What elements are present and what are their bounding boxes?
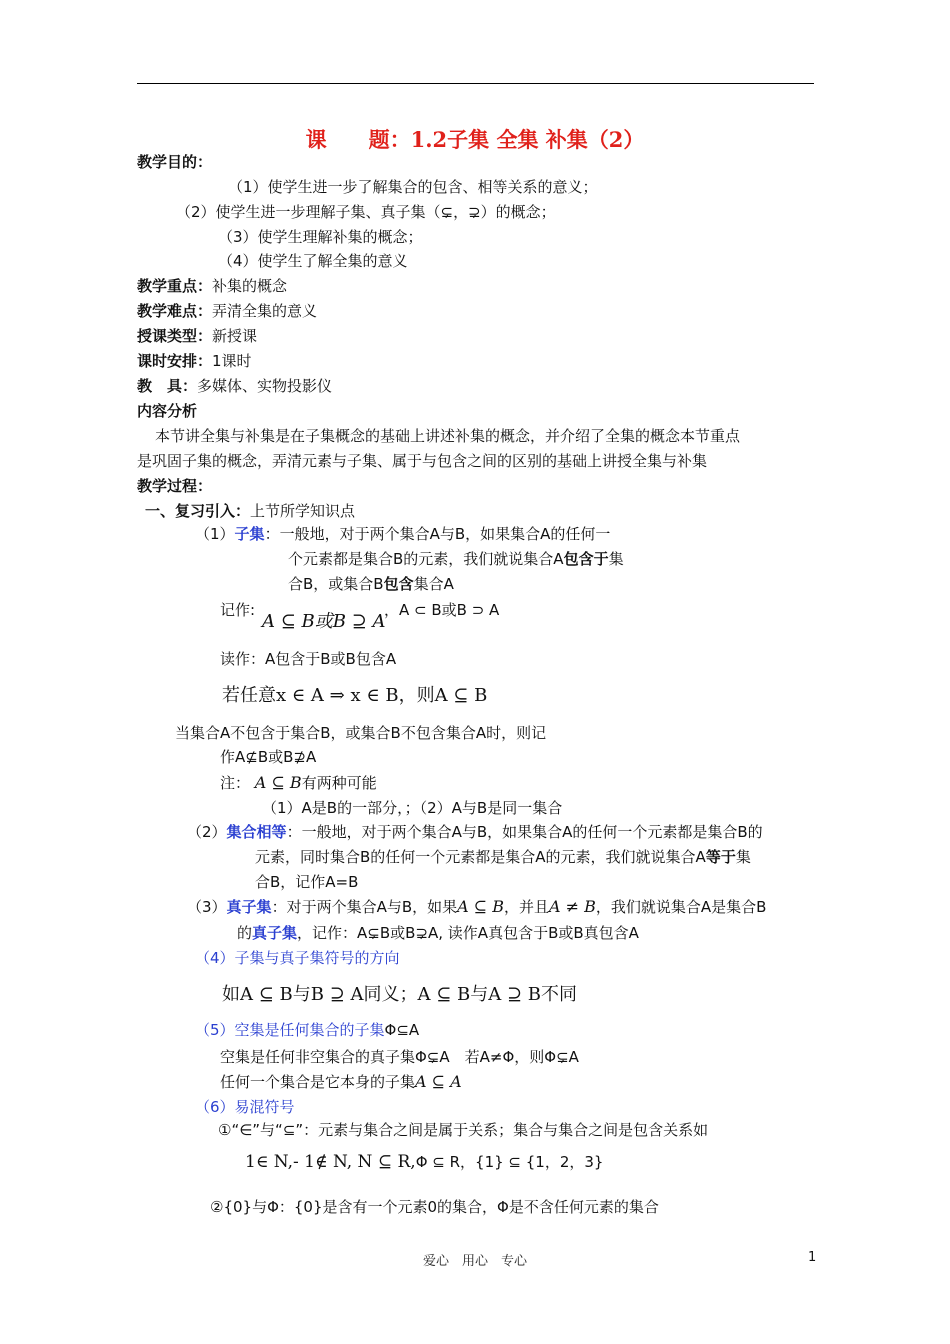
lesson-type: 新授课 <box>212 327 258 345</box>
note-math: A ⊆ B <box>254 773 302 792</box>
proper-num: （3） <box>187 898 227 916</box>
equal-line-2 <box>255 847 751 867</box>
self-subset-math: A ⊆ A <box>415 1072 462 1091</box>
notation-math: A ⊆ B或B ⊇ A <box>262 611 386 632</box>
equal-def-2-end: 集 <box>735 848 751 866</box>
equal-line-3: 合B，记作A=B <box>255 873 359 891</box>
direction-math: 如A ⊆ B与B ⊇ A同义；A ⊆ B与A ⊇ B不同 <box>222 984 578 1005</box>
equal-line-1 <box>187 822 763 842</box>
if-any-statement: 若任意x ∈ A ⇒ x ∈ B，则A ⊆ B <box>222 685 488 706</box>
hours-label: 课时安排： <box>137 352 213 370</box>
self-subset-text: 任何一个集合是它本身的子集 <box>220 1073 416 1091</box>
subset-def-1: ：一般地，对于两个集合A与B，如果集合A的任何一 <box>264 525 611 543</box>
direction-heading: （4）子集与真子集符号的方向 <box>195 949 400 967</box>
objective-2: （2）使学生进一步理解子集、真子集（⊊，⊋）的概念； <box>176 203 556 221</box>
equal-def-1: ：一般地，对于两个集合A与B，如果集合A的任何一个元素都是集合B的 <box>286 823 763 841</box>
proper-math-1: A ⊆ B <box>457 897 505 916</box>
process-label: 教学过程： <box>137 477 213 495</box>
page-number: 1 <box>808 1250 817 1265</box>
equal-equals: 等于 <box>705 848 736 866</box>
notation-alt: ，A ⊂ B或B ⊃ A <box>384 601 500 619</box>
objective-3: （3）使学生理解补集的概念； <box>218 228 423 246</box>
confusing-math: 1∈ N,- 1∉ N, N ⊆ R, <box>245 1152 416 1172</box>
objectives-label: 教学目的： <box>137 153 213 171</box>
subset-num: （1） <box>195 525 235 543</box>
difficulty-row <box>137 301 317 321</box>
hours: 1课时 <box>212 352 252 370</box>
confusing-line-1: ①“∈”与“⊆”：元素与集合之间是属于关系；集合与集合之间是包含关系如 <box>218 1121 709 1139</box>
subset-line-1 <box>195 524 610 544</box>
objective-4: （4）使学生了解全集的意义 <box>218 252 408 270</box>
subset-term: 子集 <box>234 525 265 543</box>
not-contained-1: 当集合A不包含于集合B，或集合B不包含集合A时，则记 <box>175 724 547 742</box>
confusing-line-3: ②{0}与Φ：{0}是含有一个元素0的集合，Φ是不含任何元素的集合 <box>210 1198 659 1216</box>
subset-def-2-end: 集 <box>608 550 624 568</box>
empty-set-heading: （5）空集是任何集合的子集 <box>195 1021 385 1039</box>
difficulty: 弄清全集的意义 <box>212 302 318 320</box>
confusing-line-2 <box>245 1152 603 1172</box>
difficulty-label: 教学难点： <box>137 302 213 320</box>
subset-line-2 <box>288 549 624 569</box>
empty-set-line-2: 空集是任何非空集合的真子集Φ⊊A 若A≠Φ，则Φ⊊A <box>220 1048 579 1066</box>
subset-line-3 <box>288 574 454 594</box>
review-label: 一、复习引入： <box>145 502 251 520</box>
proper-line-1 <box>187 897 766 917</box>
empty-set-row <box>195 1020 419 1040</box>
key-point: 补集的概念 <box>212 277 288 295</box>
header-rule <box>137 83 814 84</box>
content-line-2: 是巩固子集的概念，弄清元素与子集、属于与包含之间的区别的基础上讲授全集与补集 <box>137 452 708 470</box>
read-as: 读作：A包含于B或B包含A <box>220 650 397 668</box>
proper-line-2 <box>237 923 639 943</box>
content-label: 内容分析 <box>137 402 198 420</box>
equal-def-2: 元素，同时集合B的任何一个元素都是集合A的元素，我们就说集合A <box>255 848 706 866</box>
subset-def-3a: 合B，或集合B <box>288 575 384 593</box>
proper-def-2a: 的 <box>237 924 253 942</box>
page-title: 课 题：1.2子集 全集 补集（2） <box>305 127 645 152</box>
equal-num: （2） <box>187 823 227 841</box>
note-text: 有两种可能 <box>301 774 377 792</box>
subset-def-3b: 集合A <box>413 575 454 593</box>
subset-contained-in: 包含于 <box>563 550 609 568</box>
proper-math-2: A ≠ B <box>549 897 596 916</box>
subset-contains: 包含 <box>383 575 414 593</box>
key-point-row <box>137 276 287 296</box>
proper-def-1a: ：对于两个集合A与B，如果 <box>271 898 458 916</box>
proper-def-1c: ，我们就说集合A是集合B <box>595 898 767 916</box>
proper-def-2b: ，记作：A⊊B或B⊋A, 读作A真包含于B或B真包含A <box>297 924 639 942</box>
notation-label: 记作: <box>220 601 256 619</box>
not-contained-2: 作A⊈B或B⊉A <box>220 748 317 766</box>
note-label: 注： <box>220 774 251 792</box>
proper-term: 真子集 <box>226 898 272 916</box>
note-cases: （1）A是B的一部分，；（2）A与B是同一集合 <box>262 799 563 817</box>
tools-label: 教 具： <box>137 377 198 395</box>
equal-term: 集合相等 <box>226 823 287 841</box>
proper-def-1b: ，并且 <box>504 898 550 916</box>
hours-row <box>137 351 252 371</box>
lesson-type-row <box>137 326 257 346</box>
subset-def-2: 个元素都是集合B的元素，我们就说集合A <box>288 550 564 568</box>
lesson-type-label: 授课类型： <box>137 327 213 345</box>
note-row <box>220 773 377 793</box>
confusing-symbols-heading: （6）易混符号 <box>195 1098 295 1116</box>
objective-1: （1）使学生进一步了解集合的包含、相等关系的意义； <box>228 178 598 196</box>
tools: 多媒体、实物投影仪 <box>197 377 333 395</box>
review-text: 上节所学知识点 <box>250 502 356 520</box>
empty-set-line-3 <box>220 1072 462 1092</box>
content-line-1: 本节讲全集与补集是在子集概念的基础上讲述补集的概念，并介绍了全集的概念本节重点 <box>155 427 741 445</box>
footer: 爱心 用心 专心 <box>422 1254 527 1269</box>
key-point-label: 教学重点： <box>137 277 213 295</box>
confusing-rest: Φ ⊆ R，{1} ⊆ {1，2，3} <box>415 1153 604 1171</box>
empty-set-symbol: Φ⊆A <box>384 1021 420 1039</box>
review-row <box>145 501 355 521</box>
tools-row <box>137 376 332 396</box>
proper-term-2: 真子集 <box>252 924 298 942</box>
